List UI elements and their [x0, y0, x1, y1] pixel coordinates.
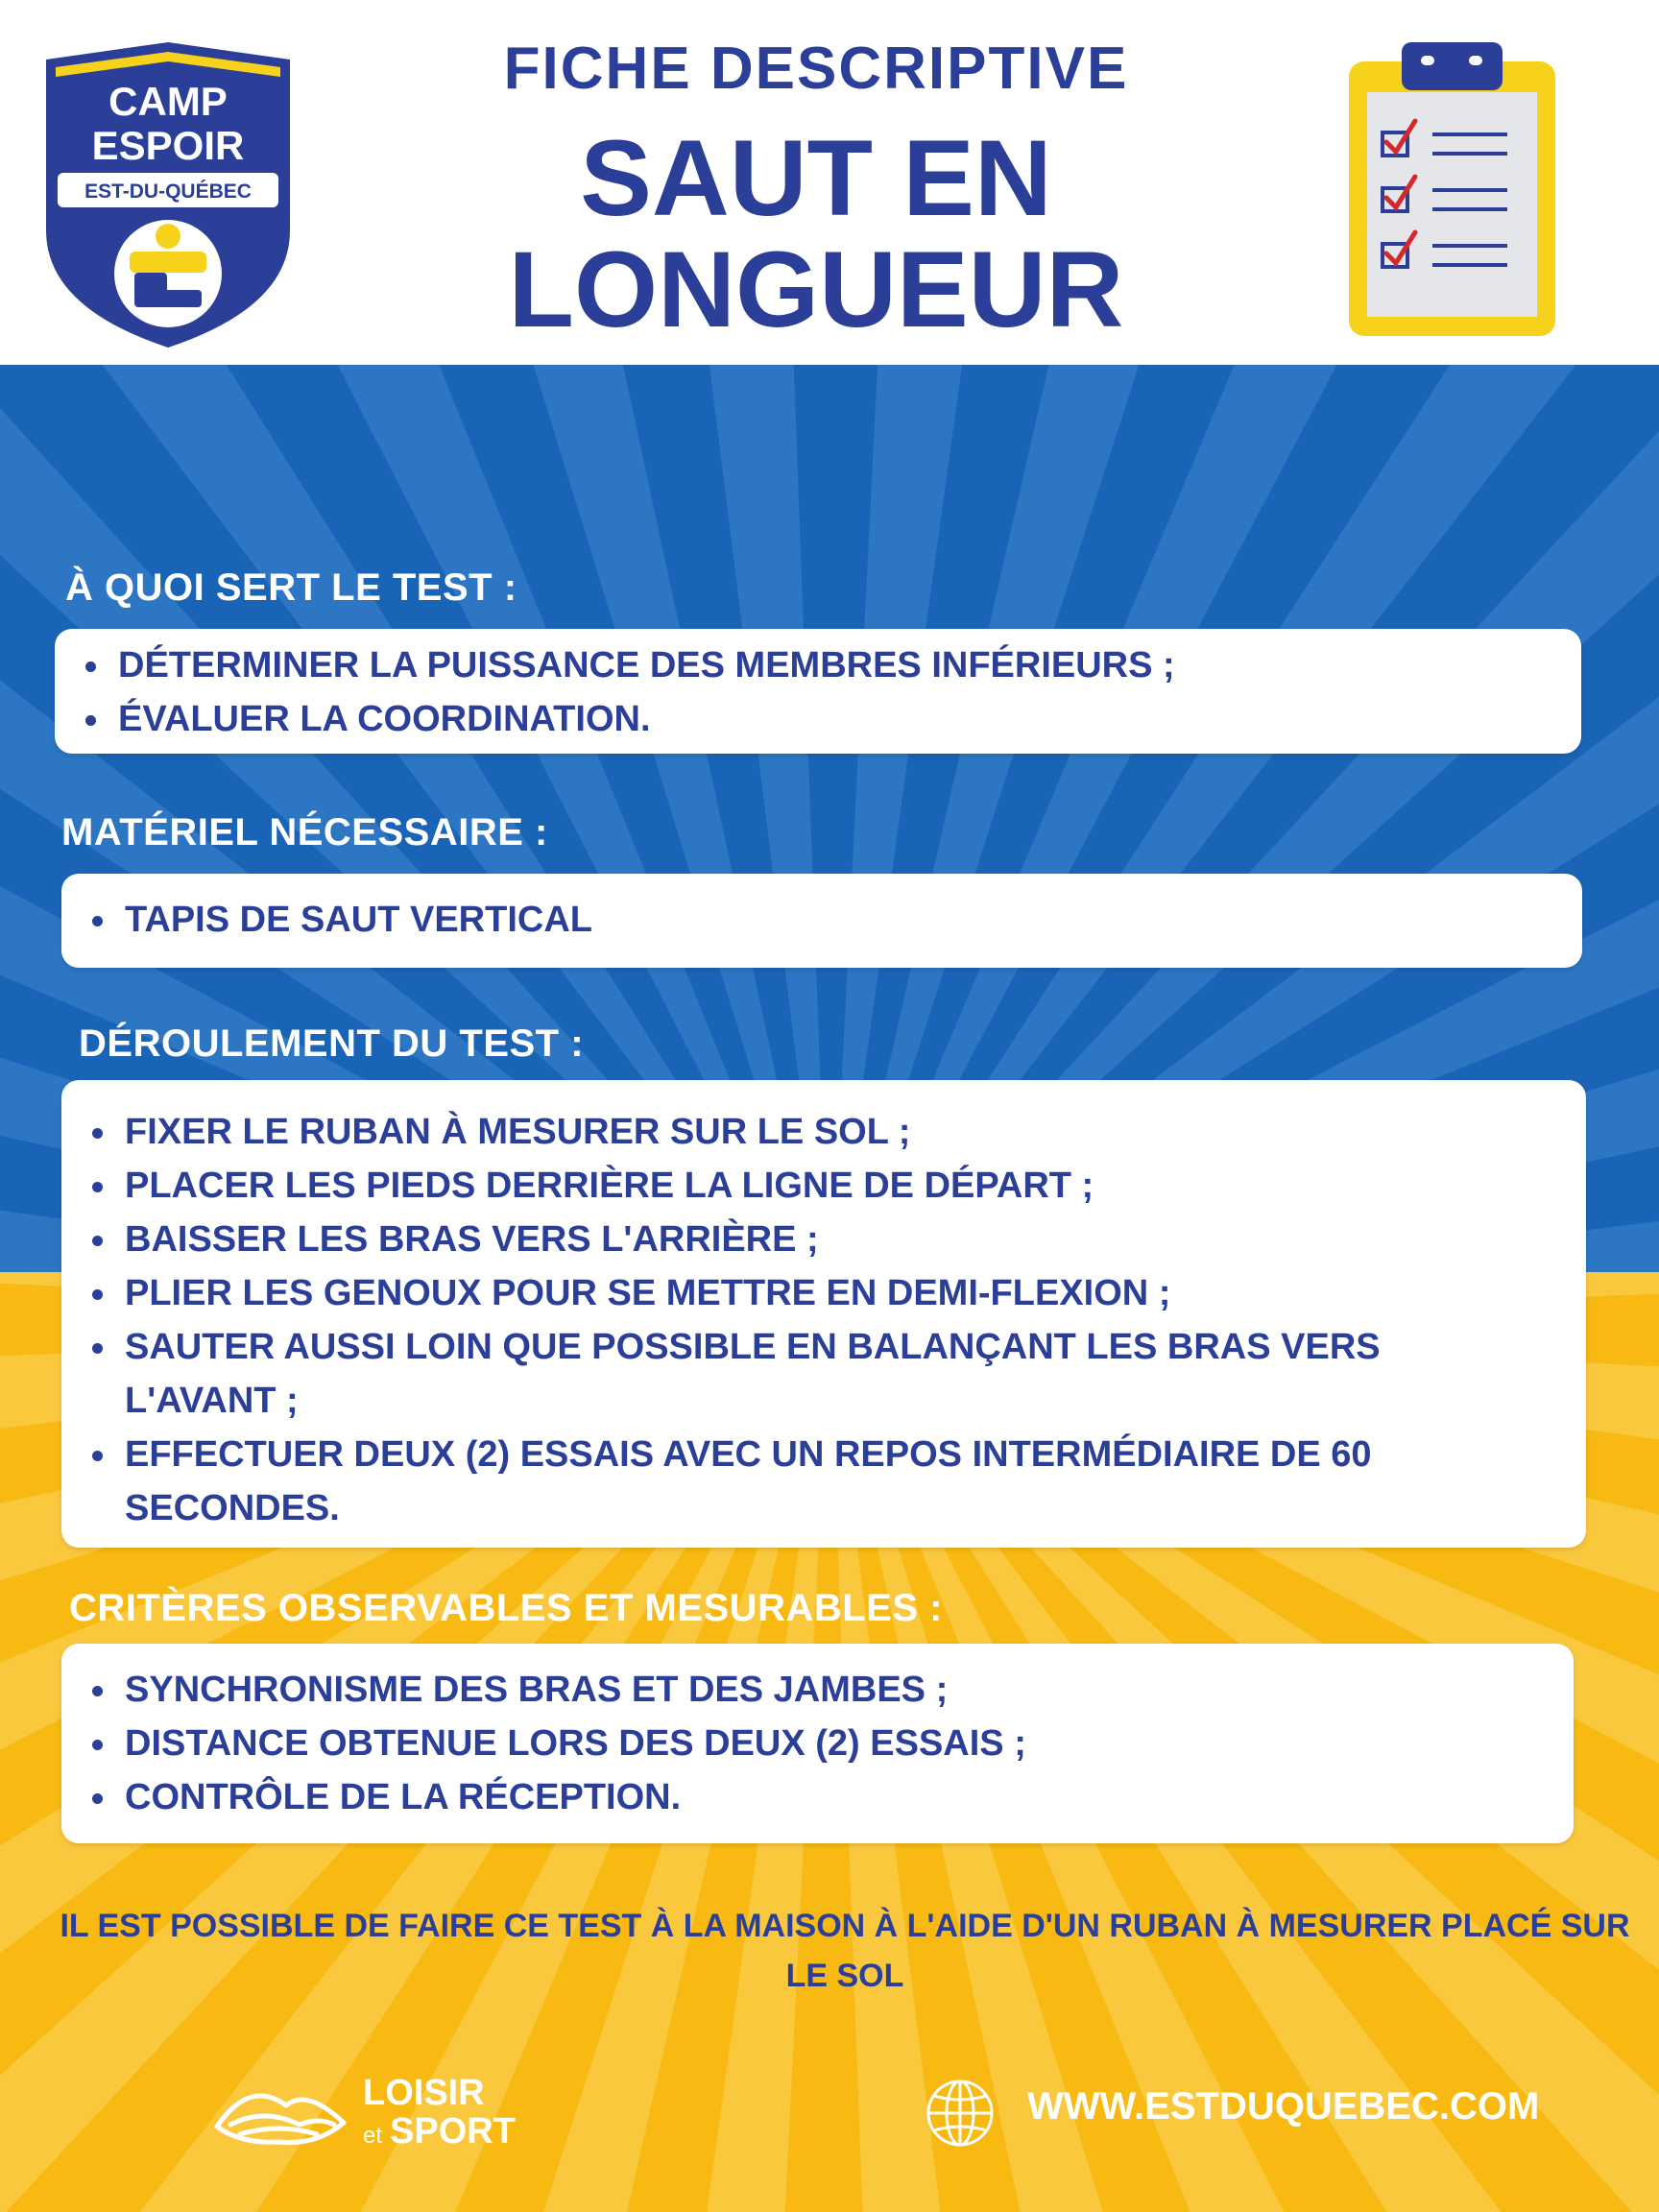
logo-ribbon: EST-DU-QUÉBEC — [84, 180, 252, 203]
website-link[interactable]: WWW.ESTDUQUEBEC.COM — [1027, 2085, 1540, 2128]
list-item: BAISSER LES BRAS VERS L'ARRIÈRE ; — [61, 1213, 1500, 1266]
logo-line1: CAMP — [108, 79, 228, 124]
logo-line2: ESPOIR — [91, 123, 245, 168]
list-item: TAPIS DE SAUT VERTICAL — [61, 893, 1582, 947]
list-item: FIXER LE RUBAN À MESURER SUR LE SOL ; — [61, 1105, 1500, 1159]
page-title — [384, 118, 1248, 349]
equipment-card — [61, 874, 1582, 968]
list-item: ÉVALUER LA COORDINATION. — [55, 692, 1581, 746]
brand-line2: SPORT — [390, 2111, 516, 2152]
mountain-logo-icon — [211, 2069, 350, 2146]
home-test-note: IL EST POSSIBLE DE FAIRE CE TEST À LA MAISON À L'AIDE D'UN RUBAN À MESURER PLACÉ SUR LE SOL — [60, 1908, 1630, 1994]
list-item: EFFECTUER DEUX (2) ESSAIS AVEC UN REPOS INTERMÉDIAIRE DE 60 SECONDES. — [61, 1428, 1500, 1535]
procedure-card — [61, 1080, 1586, 1548]
list-item: DÉTERMINER LA PUISSANCE DES MEMBRES INFÉRIEURS ; — [55, 638, 1581, 692]
list-item: DISTANCE OBTENUE LORS DES DEUX (2) ESSAIS ; — [61, 1717, 1574, 1770]
loisir-sport-logo — [211, 2064, 557, 2170]
title-line-2: LONGUEUR — [508, 229, 1124, 349]
equipment-heading: MATÉRIEL NÉCESSAIRE : — [61, 811, 548, 854]
camp-espoir-logo — [38, 38, 298, 355]
criteria-heading: CRITÈRES OBSERVABLES ET MESURABLES : — [69, 1587, 943, 1629]
procedure-heading: DÉROULEMENT DU TEST : — [79, 1022, 585, 1065]
brand-small: et — [363, 2123, 383, 2149]
subtitle: FICHE DESCRIPTIVE — [503, 36, 1129, 102]
criteria-card — [61, 1644, 1574, 1843]
list-item: PLIER LES GENOUX POUR SE METTRE EN DEMI-FLEXION ; — [61, 1266, 1500, 1320]
purpose-card — [55, 629, 1581, 754]
list-item: SYNCHRONISME DES BRAS ET DES JAMBES ; — [61, 1663, 1574, 1717]
brand-line1: LOISIR — [363, 2073, 485, 2113]
clipboard-checklist-icon — [1344, 38, 1560, 341]
globe-icon — [924, 2077, 997, 2150]
purpose-heading: À QUOI SERT LE TEST : — [65, 566, 517, 609]
brand-text — [363, 2074, 516, 2155]
list-item: SAUTER AUSSI LOIN QUE POSSIBLE EN BALANÇANT LES BRAS VERS L'AVANT ; — [61, 1320, 1500, 1428]
list-item: PLACER LES PIEDS DERRIÈRE LA LIGNE DE DÉPART ; — [61, 1159, 1500, 1213]
page-header — [0, 0, 1659, 365]
title-line-1: SAUT EN — [580, 118, 1052, 238]
list-item: CONTRÔLE DE LA RÉCEPTION. — [61, 1770, 1574, 1824]
